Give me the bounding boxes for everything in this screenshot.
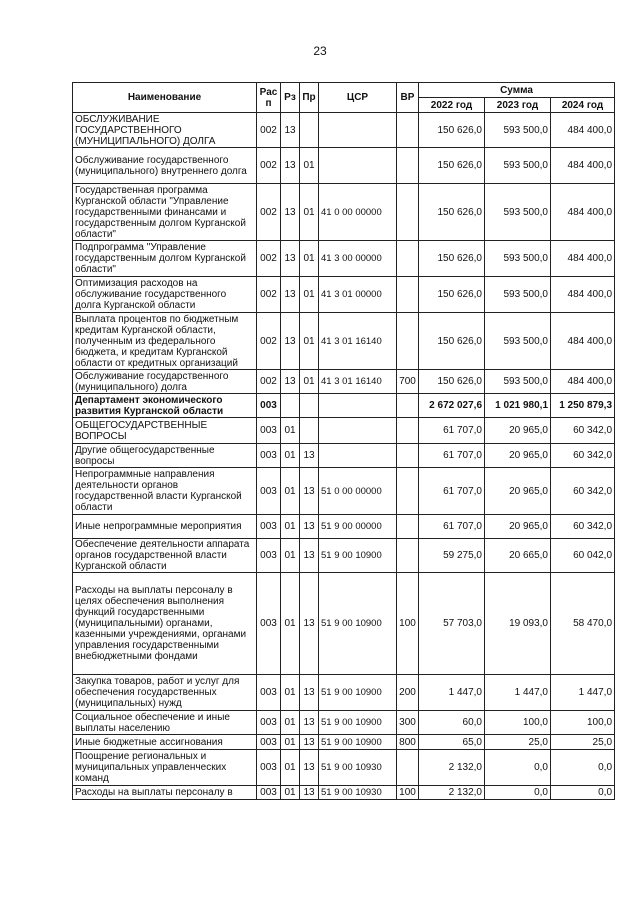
row-pr: 13 bbox=[300, 539, 319, 573]
table-row bbox=[73, 750, 615, 786]
row-sum-2024: 60 342,0 bbox=[551, 418, 615, 444]
row-sum-2022: 61 707,0 bbox=[419, 418, 485, 444]
row-name: Иные бюджетные ассигнования bbox=[73, 735, 257, 750]
table-row bbox=[73, 573, 615, 675]
row-rasp: 002 bbox=[257, 184, 281, 241]
row-rz: 01 bbox=[281, 786, 300, 800]
table-row bbox=[73, 418, 615, 444]
row-sum-2023: 1 447,0 bbox=[485, 675, 551, 711]
row-pr: 01 bbox=[300, 184, 319, 241]
row-name: Расходы на выплаты персоналу в bbox=[73, 786, 257, 800]
table-row bbox=[73, 675, 615, 711]
row-sum-2023: 593 500,0 bbox=[485, 113, 551, 148]
row-sum-2023: 19 093,0 bbox=[485, 573, 551, 675]
row-csr: 51 0 00 00000 bbox=[319, 468, 397, 515]
row-csr: 51 9 00 10930 bbox=[319, 786, 397, 800]
row-name: Обслуживание государственного (муниципального) долга bbox=[73, 370, 257, 394]
row-csr: 41 3 00 00000 bbox=[319, 241, 397, 277]
row-name: ОБЩЕГОСУДАРСТВЕННЫЕ ВОПРОСЫ bbox=[73, 418, 257, 444]
budget-table bbox=[72, 82, 615, 800]
row-sum-2023: 100,0 bbox=[485, 711, 551, 735]
row-csr: 51 9 00 10900 bbox=[319, 735, 397, 750]
header-pr: Пр bbox=[300, 83, 319, 113]
row-pr bbox=[300, 394, 319, 418]
row-sum-2023: 20 965,0 bbox=[485, 515, 551, 539]
row-rasp: 003 bbox=[257, 418, 281, 444]
row-vr bbox=[397, 241, 419, 277]
row-vr bbox=[397, 444, 419, 468]
row-sum-2024: 484 400,0 bbox=[551, 370, 615, 394]
row-pr: 01 bbox=[300, 148, 319, 184]
row-vr: 800 bbox=[397, 735, 419, 750]
row-name: Непрограммные направления деятельности органов государственной власти Курганской области bbox=[73, 468, 257, 515]
header-2023: 2023 год bbox=[485, 98, 551, 113]
table-row bbox=[73, 515, 615, 539]
header-name: Наименование bbox=[73, 83, 257, 113]
row-sum-2024: 60 342,0 bbox=[551, 468, 615, 515]
table-row bbox=[73, 786, 615, 800]
row-pr: 01 bbox=[300, 277, 319, 313]
row-sum-2024: 60 342,0 bbox=[551, 444, 615, 468]
row-sum-2024: 484 400,0 bbox=[551, 241, 615, 277]
table-row bbox=[73, 468, 615, 515]
row-sum-2022: 150 626,0 bbox=[419, 370, 485, 394]
row-csr bbox=[319, 418, 397, 444]
row-sum-2024: 484 400,0 bbox=[551, 277, 615, 313]
row-csr: 51 9 00 10900 bbox=[319, 675, 397, 711]
row-csr: 41 3 01 00000 bbox=[319, 277, 397, 313]
row-vr bbox=[397, 113, 419, 148]
row-name: Поощрение региональных и муниципальных управленческих команд bbox=[73, 750, 257, 786]
header-vr: ВР bbox=[397, 83, 419, 113]
row-rasp: 003 bbox=[257, 539, 281, 573]
row-sum-2023: 20 665,0 bbox=[485, 539, 551, 573]
row-sum-2024: 1 250 879,3 bbox=[551, 394, 615, 418]
row-name: Подпрограмма "Управление государственным долгом Курганской области" bbox=[73, 241, 257, 277]
row-name: Государственная программа Курганской области "Управление государственными финансами и государственным долгом Курганской области" bbox=[73, 184, 257, 241]
row-sum-2022: 57 703,0 bbox=[419, 573, 485, 675]
row-name: Выплата процентов по бюджетным кредитам Курганской области, полученным из федерального бюджета, и кредитам Курганской области от кредитных организаций bbox=[73, 313, 257, 370]
row-vr bbox=[397, 418, 419, 444]
row-sum-2024: 25,0 bbox=[551, 735, 615, 750]
row-rasp: 003 bbox=[257, 735, 281, 750]
table-row bbox=[73, 148, 615, 184]
row-rz: 13 bbox=[281, 148, 300, 184]
row-sum-2023: 1 021 980,1 bbox=[485, 394, 551, 418]
row-rasp: 002 bbox=[257, 241, 281, 277]
row-sum-2024: 484 400,0 bbox=[551, 313, 615, 370]
row-sum-2024: 0,0 bbox=[551, 786, 615, 800]
table-row bbox=[73, 113, 615, 148]
row-rz: 13 bbox=[281, 277, 300, 313]
row-vr bbox=[397, 277, 419, 313]
row-sum-2022: 150 626,0 bbox=[419, 241, 485, 277]
row-sum-2022: 150 626,0 bbox=[419, 113, 485, 148]
row-csr: 51 9 00 10900 bbox=[319, 711, 397, 735]
row-rz: 13 bbox=[281, 313, 300, 370]
row-csr bbox=[319, 113, 397, 148]
row-rasp: 003 bbox=[257, 711, 281, 735]
row-vr bbox=[397, 313, 419, 370]
row-rz: 01 bbox=[281, 444, 300, 468]
row-rasp: 003 bbox=[257, 786, 281, 800]
row-vr bbox=[397, 539, 419, 573]
header-2022: 2022 год bbox=[419, 98, 485, 113]
row-sum-2022: 59 275,0 bbox=[419, 539, 485, 573]
row-sum-2023: 593 500,0 bbox=[485, 370, 551, 394]
row-pr: 13 bbox=[300, 573, 319, 675]
row-sum-2024: 1 447,0 bbox=[551, 675, 615, 711]
row-sum-2024: 58 470,0 bbox=[551, 573, 615, 675]
row-vr: 700 bbox=[397, 370, 419, 394]
page-number: 23 bbox=[313, 44, 327, 58]
row-rz: 01 bbox=[281, 515, 300, 539]
table-header bbox=[73, 83, 615, 113]
row-rasp: 002 bbox=[257, 313, 281, 370]
row-rasp: 003 bbox=[257, 444, 281, 468]
row-rasp: 003 bbox=[257, 394, 281, 418]
row-csr: 51 9 00 10900 bbox=[319, 573, 397, 675]
row-sum-2023: 20 965,0 bbox=[485, 444, 551, 468]
row-rasp: 003 bbox=[257, 750, 281, 786]
row-vr bbox=[397, 468, 419, 515]
table-row bbox=[73, 539, 615, 573]
row-sum-2023: 593 500,0 bbox=[485, 241, 551, 277]
row-pr: 13 bbox=[300, 711, 319, 735]
row-rasp: 002 bbox=[257, 370, 281, 394]
row-sum-2022: 150 626,0 bbox=[419, 184, 485, 241]
row-pr: 01 bbox=[300, 370, 319, 394]
row-sum-2022: 1 447,0 bbox=[419, 675, 485, 711]
row-pr: 13 bbox=[300, 515, 319, 539]
header-sum: Сумма bbox=[419, 83, 615, 98]
row-sum-2022: 2 672 027,6 bbox=[419, 394, 485, 418]
row-rz: 01 bbox=[281, 573, 300, 675]
row-rz: 01 bbox=[281, 735, 300, 750]
row-rz: 13 bbox=[281, 184, 300, 241]
row-sum-2022: 61 707,0 bbox=[419, 468, 485, 515]
row-sum-2024: 60 342,0 bbox=[551, 515, 615, 539]
row-rz: 01 bbox=[281, 539, 300, 573]
row-name: Обслуживание государственного (муниципального) внутреннего долга bbox=[73, 148, 257, 184]
row-pr: 13 bbox=[300, 750, 319, 786]
row-rz: 01 bbox=[281, 418, 300, 444]
row-rasp: 003 bbox=[257, 468, 281, 515]
row-name: Другие общегосударственные вопросы bbox=[73, 444, 257, 468]
row-rz: 01 bbox=[281, 468, 300, 515]
row-sum-2023: 20 965,0 bbox=[485, 418, 551, 444]
table-row bbox=[73, 444, 615, 468]
table-row bbox=[73, 313, 615, 370]
row-vr bbox=[397, 515, 419, 539]
row-rz: 13 bbox=[281, 113, 300, 148]
row-csr: 51 9 00 10930 bbox=[319, 750, 397, 786]
row-sum-2024: 100,0 bbox=[551, 711, 615, 735]
row-pr bbox=[300, 418, 319, 444]
row-rasp: 003 bbox=[257, 515, 281, 539]
row-rz bbox=[281, 394, 300, 418]
row-sum-2023: 593 500,0 bbox=[485, 184, 551, 241]
row-rasp: 002 bbox=[257, 148, 281, 184]
header-rz: Рз bbox=[281, 83, 300, 113]
row-csr: 51 9 00 10900 bbox=[319, 539, 397, 573]
row-vr bbox=[397, 148, 419, 184]
row-pr: 13 bbox=[300, 468, 319, 515]
row-csr: 41 3 01 16140 bbox=[319, 370, 397, 394]
row-csr bbox=[319, 394, 397, 418]
row-csr: 41 3 01 16140 bbox=[319, 313, 397, 370]
row-rz: 01 bbox=[281, 750, 300, 786]
table-row bbox=[73, 711, 615, 735]
row-csr bbox=[319, 148, 397, 184]
row-name: ОБСЛУЖИВАНИЕ ГОСУДАРСТВЕННОГО (МУНИЦИПАЛЬНОГО) ДОЛГА bbox=[73, 113, 257, 148]
row-sum-2022: 2 132,0 bbox=[419, 786, 485, 800]
row-sum-2023: 593 500,0 bbox=[485, 277, 551, 313]
table-body bbox=[73, 113, 615, 800]
row-rasp: 003 bbox=[257, 675, 281, 711]
row-sum-2022: 65,0 bbox=[419, 735, 485, 750]
row-name: Обеспечение деятельности аппарата органов государственной власти Курганской области bbox=[73, 539, 257, 573]
row-name: Социальное обеспечение и иные выплаты населению bbox=[73, 711, 257, 735]
table-row bbox=[73, 735, 615, 750]
row-sum-2022: 61 707,0 bbox=[419, 444, 485, 468]
row-rz: 01 bbox=[281, 675, 300, 711]
row-vr bbox=[397, 750, 419, 786]
header-2024: 2024 год bbox=[551, 98, 615, 113]
row-csr: 41 0 00 00000 bbox=[319, 184, 397, 241]
row-sum-2022: 2 132,0 bbox=[419, 750, 485, 786]
row-sum-2024: 484 400,0 bbox=[551, 113, 615, 148]
row-sum-2022: 61 707,0 bbox=[419, 515, 485, 539]
table-row bbox=[73, 394, 615, 418]
row-name: Оптимизация расходов на обслуживание государственного долга Курганской области bbox=[73, 277, 257, 313]
row-rz: 13 bbox=[281, 241, 300, 277]
row-name: Департамент экономического развития Курганской области bbox=[73, 394, 257, 418]
header-rasp: Рас п bbox=[257, 83, 281, 113]
row-pr: 13 bbox=[300, 735, 319, 750]
row-name: Закупка товаров, работ и услуг для обеспечения государственных (муниципальных) нужд bbox=[73, 675, 257, 711]
row-sum-2022: 150 626,0 bbox=[419, 313, 485, 370]
table-row bbox=[73, 277, 615, 313]
row-sum-2023: 593 500,0 bbox=[485, 313, 551, 370]
row-vr: 200 bbox=[397, 675, 419, 711]
row-sum-2024: 60 042,0 bbox=[551, 539, 615, 573]
row-sum-2024: 484 400,0 bbox=[551, 148, 615, 184]
row-pr: 01 bbox=[300, 241, 319, 277]
row-sum-2022: 60,0 bbox=[419, 711, 485, 735]
row-pr: 13 bbox=[300, 444, 319, 468]
header-csr: ЦСР bbox=[319, 83, 397, 113]
row-sum-2022: 150 626,0 bbox=[419, 148, 485, 184]
row-name: Иные непрограммные мероприятия bbox=[73, 515, 257, 539]
row-rasp: 002 bbox=[257, 277, 281, 313]
table-row bbox=[73, 241, 615, 277]
row-sum-2023: 0,0 bbox=[485, 750, 551, 786]
table-row bbox=[73, 370, 615, 394]
row-vr: 300 bbox=[397, 711, 419, 735]
row-rasp: 003 bbox=[257, 573, 281, 675]
row-pr: 13 bbox=[300, 786, 319, 800]
table-row bbox=[73, 184, 615, 241]
row-rz: 01 bbox=[281, 711, 300, 735]
row-sum-2023: 20 965,0 bbox=[485, 468, 551, 515]
row-sum-2023: 25,0 bbox=[485, 735, 551, 750]
row-vr bbox=[397, 184, 419, 241]
row-vr: 100 bbox=[397, 573, 419, 675]
row-pr bbox=[300, 113, 319, 148]
row-csr bbox=[319, 444, 397, 468]
row-vr: 100 bbox=[397, 786, 419, 800]
row-sum-2023: 0,0 bbox=[485, 786, 551, 800]
row-sum-2024: 484 400,0 bbox=[551, 184, 615, 241]
row-name: Расходы на выплаты персоналу в целях обеспечения выполнения функций государственными (муниципальными) органами, казенными учреждениями, органами управления государственными внебюджетными фондами bbox=[73, 573, 257, 675]
row-sum-2024: 0,0 bbox=[551, 750, 615, 786]
row-pr: 13 bbox=[300, 675, 319, 711]
row-sum-2022: 150 626,0 bbox=[419, 277, 485, 313]
row-sum-2023: 593 500,0 bbox=[485, 148, 551, 184]
row-rz: 13 bbox=[281, 370, 300, 394]
row-vr bbox=[397, 394, 419, 418]
row-pr: 01 bbox=[300, 313, 319, 370]
row-rasp: 002 bbox=[257, 113, 281, 148]
row-csr: 51 9 00 00000 bbox=[319, 515, 397, 539]
